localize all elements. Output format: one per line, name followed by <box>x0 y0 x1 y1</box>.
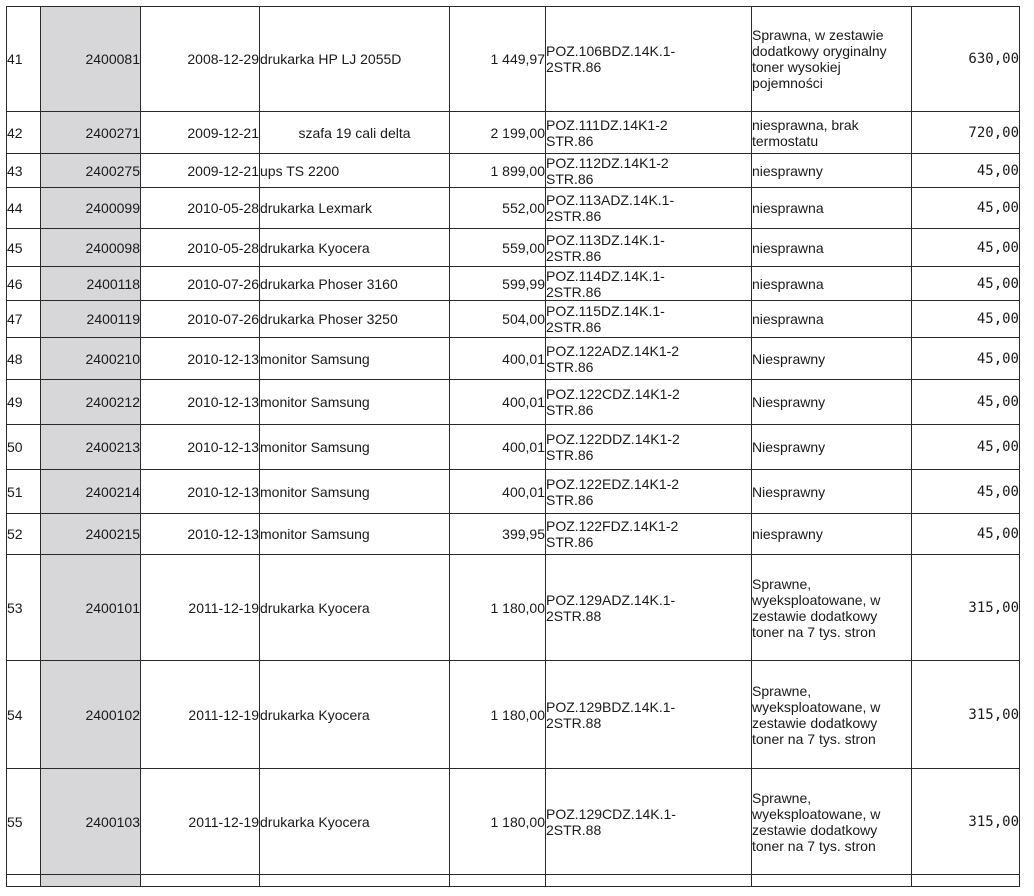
condition-note: Niesprawny <box>752 338 912 380</box>
acquisition-date: 2010-12-13 <box>141 470 260 514</box>
table-row-partial <box>7 875 1020 887</box>
estimated-value: 315,00 <box>912 661 1020 769</box>
item-price: 1 180,00 <box>450 555 546 661</box>
position-reference: POZ.112DZ.14K1-2 STR.86 <box>546 154 752 188</box>
estimated-value: 45,00 <box>912 229 1020 267</box>
row-number: 48 <box>7 338 41 380</box>
inventory-number: 2400212 <box>41 380 141 425</box>
row-number: 55 <box>7 769 41 875</box>
acquisition-date: 2009-12-21 <box>141 112 260 154</box>
item-price: 552,00 <box>450 188 546 229</box>
item-price: 599,99 <box>450 267 546 301</box>
table-row <box>7 188 1020 229</box>
item-name: monitor Samsung <box>260 338 450 380</box>
row-number: 41 <box>7 7 41 112</box>
item-name: drukarka Lexmark <box>260 188 450 229</box>
item-price: 400,01 <box>450 338 546 380</box>
estimated-value: 630,00 <box>912 7 1020 112</box>
acquisition-date: 2010-05-28 <box>141 229 260 267</box>
item-price: 400,01 <box>450 380 546 425</box>
table-row <box>7 769 1020 875</box>
acquisition-date: 2010-07-26 <box>141 267 260 301</box>
row-number: 51 <box>7 470 41 514</box>
estimated-value: 45,00 <box>912 470 1020 514</box>
empty-cell <box>141 875 260 887</box>
row-number: 50 <box>7 425 41 470</box>
empty-cell <box>546 875 752 887</box>
condition-note: Sprawne, wyeksploatowane, w zestawie dodatkowy toner na 7 tys. stron <box>752 769 912 875</box>
row-number: 46 <box>7 267 41 301</box>
inventory-number: 2400214 <box>41 470 141 514</box>
estimated-value: 720,00 <box>912 112 1020 154</box>
table-row <box>7 380 1020 425</box>
row-number: 47 <box>7 301 41 338</box>
estimated-value: 315,00 <box>912 555 1020 661</box>
row-number: 49 <box>7 380 41 425</box>
inventory-table <box>6 6 1020 887</box>
item-name: drukarka HP LJ 2055D <box>260 7 450 112</box>
table-row <box>7 661 1020 769</box>
item-name: ups TS 2200 <box>260 154 450 188</box>
estimated-value: 45,00 <box>912 380 1020 425</box>
table-row <box>7 338 1020 380</box>
empty-cell <box>260 875 450 887</box>
item-price: 2 199,00 <box>450 112 546 154</box>
inventory-number: 2400102 <box>41 661 141 769</box>
position-reference: POZ.129BDZ.14K.1- 2STR.88 <box>546 661 752 769</box>
acquisition-date: 2011-12-19 <box>141 555 260 661</box>
condition-note: Sprawne, wyeksploatowane, w zestawie dodatkowy toner na 7 tys. stron <box>752 661 912 769</box>
position-reference: POZ.122CDZ.14K1-2 STR.86 <box>546 380 752 425</box>
estimated-value: 45,00 <box>912 267 1020 301</box>
row-number: 43 <box>7 154 41 188</box>
inventory-number: 2400213 <box>41 425 141 470</box>
position-reference: POZ.106BDZ.14K.1- 2STR.86 <box>546 7 752 112</box>
position-reference: POZ.122FDZ.14K1-2 STR.86 <box>546 514 752 555</box>
inventory-number: 2400275 <box>41 154 141 188</box>
item-price: 1 180,00 <box>450 661 546 769</box>
inventory-number: 2400081 <box>41 7 141 112</box>
table-row <box>7 555 1020 661</box>
condition-note: niesprawna <box>752 229 912 267</box>
condition-note: Niesprawny <box>752 425 912 470</box>
estimated-value: 45,00 <box>912 338 1020 380</box>
position-reference: POZ.114DZ.14K.1- 2STR.86 <box>546 267 752 301</box>
acquisition-date: 2008-12-29 <box>141 7 260 112</box>
item-name: monitor Samsung <box>260 470 450 514</box>
inventory-number: 2400210 <box>41 338 141 380</box>
inventory-number: 2400103 <box>41 769 141 875</box>
row-number: 52 <box>7 514 41 555</box>
item-name: drukarka Kyocera <box>260 661 450 769</box>
condition-note: niesprawna, brak termostatu <box>752 112 912 154</box>
position-reference: POZ.115DZ.14K.1- 2STR.86 <box>546 301 752 338</box>
acquisition-date: 2011-12-19 <box>141 769 260 875</box>
acquisition-date: 2010-12-13 <box>141 425 260 470</box>
item-name: drukarka Kyocera <box>260 769 450 875</box>
inventory-number: 2400271 <box>41 112 141 154</box>
table-row <box>7 7 1020 112</box>
item-name: drukarka Phoser 3160 <box>260 267 450 301</box>
condition-note: niesprawny <box>752 154 912 188</box>
item-price: 1 180,00 <box>450 769 546 875</box>
table-row <box>7 267 1020 301</box>
estimated-value: 45,00 <box>912 188 1020 229</box>
item-name: drukarka Phoser 3250 <box>260 301 450 338</box>
acquisition-date: 2010-12-13 <box>141 514 260 555</box>
position-reference: POZ.122DDZ.14K1-2 STR.86 <box>546 425 752 470</box>
table-row <box>7 301 1020 338</box>
empty-cell <box>41 875 141 887</box>
table-row <box>7 514 1020 555</box>
condition-note: niesprawna <box>752 188 912 229</box>
item-price: 400,01 <box>450 470 546 514</box>
item-name: monitor Samsung <box>260 514 450 555</box>
inventory-number: 2400119 <box>41 301 141 338</box>
item-name: monitor Samsung <box>260 425 450 470</box>
item-price: 559,00 <box>450 229 546 267</box>
condition-note: Niesprawny <box>752 380 912 425</box>
inventory-number: 2400098 <box>41 229 141 267</box>
position-reference: POZ.122EDZ.14K1-2 STR.86 <box>546 470 752 514</box>
estimated-value: 45,00 <box>912 154 1020 188</box>
position-reference: POZ.113ADZ.14K.1- 2STR.86 <box>546 188 752 229</box>
condition-note: Sprawna, w zestawie dodatkowy oryginalny toner wysokiej pojemności <box>752 7 912 112</box>
table-body <box>7 7 1020 887</box>
inventory-number: 2400101 <box>41 555 141 661</box>
condition-note: Sprawne, wyeksploatowane, w zestawie dodatkowy toner na 7 tys. stron <box>752 555 912 661</box>
condition-note: niesprawna <box>752 301 912 338</box>
inventory-number: 2400118 <box>41 267 141 301</box>
row-number: 45 <box>7 229 41 267</box>
position-reference: POZ.129CDZ.14K.1- 2STR.88 <box>546 769 752 875</box>
inventory-number: 2400215 <box>41 514 141 555</box>
empty-cell <box>752 875 912 887</box>
item-price: 1 449,97 <box>450 7 546 112</box>
acquisition-date: 2010-07-26 <box>141 301 260 338</box>
condition-note: niesprawna <box>752 267 912 301</box>
row-number: 53 <box>7 555 41 661</box>
position-reference: POZ.113DZ.14K.1- 2STR.86 <box>546 229 752 267</box>
estimated-value: 45,00 <box>912 301 1020 338</box>
condition-note: Niesprawny <box>752 470 912 514</box>
position-reference: POZ.122ADZ.14K1-2 STR.86 <box>546 338 752 380</box>
estimated-value: 45,00 <box>912 514 1020 555</box>
acquisition-date: 2010-12-13 <box>141 338 260 380</box>
row-number: 54 <box>7 661 41 769</box>
item-price: 1 899,00 <box>450 154 546 188</box>
acquisition-date: 2011-12-19 <box>141 661 260 769</box>
empty-cell <box>450 875 546 887</box>
item-name: monitor Samsung <box>260 380 450 425</box>
item-name: szafa 19 cali delta <box>260 112 450 154</box>
empty-cell <box>7 875 41 887</box>
table-row <box>7 154 1020 188</box>
acquisition-date: 2010-05-28 <box>141 188 260 229</box>
estimated-value: 315,00 <box>912 769 1020 875</box>
estimated-value: 45,00 <box>912 425 1020 470</box>
table-row <box>7 229 1020 267</box>
acquisition-date: 2010-12-13 <box>141 380 260 425</box>
table-row <box>7 425 1020 470</box>
table-row <box>7 112 1020 154</box>
table-row <box>7 470 1020 514</box>
item-price: 504,00 <box>450 301 546 338</box>
row-number: 44 <box>7 188 41 229</box>
item-name: drukarka Kyocera <box>260 229 450 267</box>
item-name: drukarka Kyocera <box>260 555 450 661</box>
empty-cell <box>912 875 1020 887</box>
position-reference: POZ.111DZ.14K1-2 STR.86 <box>546 112 752 154</box>
condition-note: niesprawny <box>752 514 912 555</box>
item-price: 400,01 <box>450 425 546 470</box>
row-number: 42 <box>7 112 41 154</box>
item-price: 399,95 <box>450 514 546 555</box>
acquisition-date: 2009-12-21 <box>141 154 260 188</box>
inventory-number: 2400099 <box>41 188 141 229</box>
position-reference: POZ.129ADZ.14K.1- 2STR.88 <box>546 555 752 661</box>
